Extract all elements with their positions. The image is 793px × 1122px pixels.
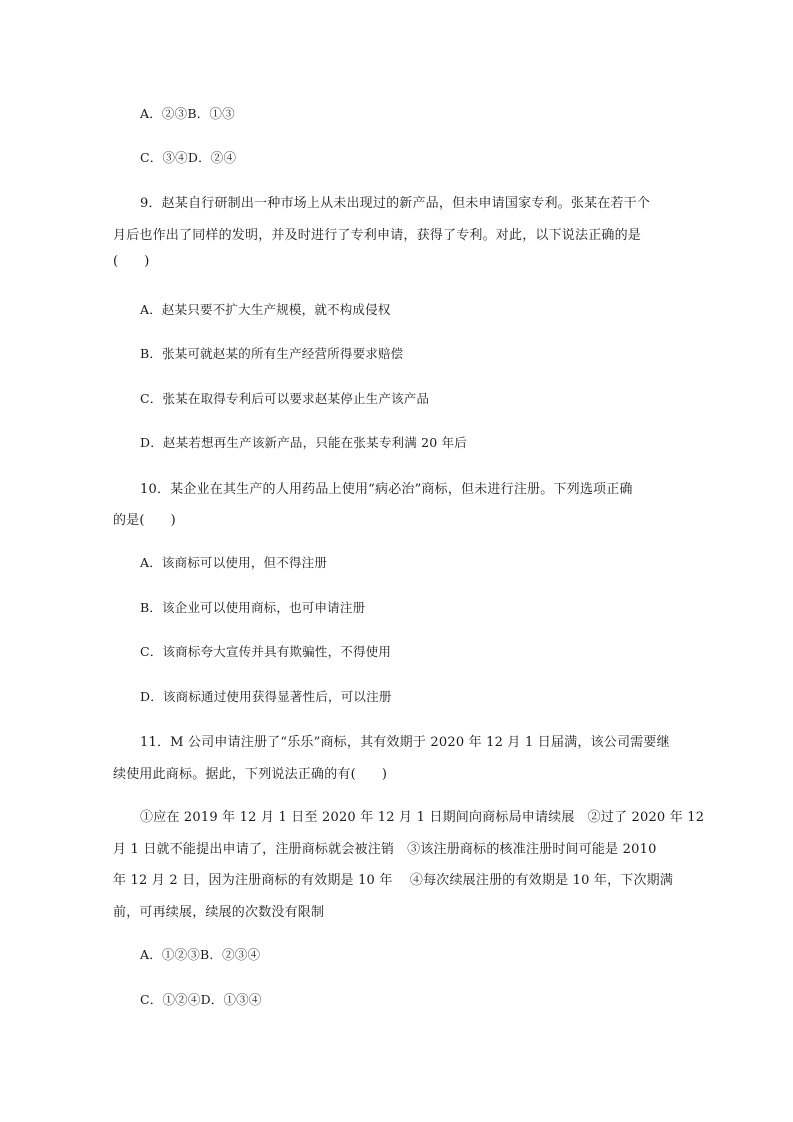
q8-options-cd: C．③④D．②④ (140, 150, 237, 165)
q11-statement-line-1: ①应在 2019 年 12 月 1 日至 2020 年 12 月 1 日期间向商标局申请续展 ②过了 2020 年 12 (140, 810, 705, 825)
q9-option-c: C．张某在取得专利后可以要求赵某停止生产该产品 (140, 391, 430, 406)
q11-statement-line-2: 月 1 日就不能提出申请了，注册商标就会被注销 ③该注册商标的核准注册时间可能是 2010 (113, 842, 657, 857)
q9-option-a: A．赵某只要不扩大生产规模，就不构成侵权 (140, 302, 391, 317)
q11-statement-line-4: 前，可再续展，续展的次数没有限制 (113, 905, 325, 920)
q9-stem-line-2: 月后也作出了同样的发明，并及时进行了专利申请，获得了专利。对此，以下说法正确的是 (113, 228, 642, 243)
q9-option-b: B．张某可就赵某的所有生产经营所得要求赔偿 (140, 346, 404, 361)
q11-statement-line-3: 年 12 月 2 日，因为注册商标的有效期是 10 年 ④每次续展注册的有效期是 10 年，下次期满 (113, 873, 674, 888)
q11-options-cd: C．①②④D．①③④ (140, 992, 262, 1007)
q11-stem-line-2: 续使用此商标。据此，下列说法正确的有( ) (113, 767, 388, 782)
q10-option-a: A．该商标可以使用，但不得注册 (140, 555, 328, 570)
q10-option-b: B．该企业可以使用商标，也可申请注册 (140, 600, 366, 615)
q8-options-ab: A．②③B．①③ (140, 106, 235, 121)
q10-stem-line-1: 10．某企业在其生产的人用药品上使用“病必治”商标，但未进行注册。下列选项正确 (140, 482, 633, 497)
q10-option-d: D．该商标通过使用获得显著性后，可以注册 (140, 689, 392, 704)
q9-stem-line-1: 9．赵某自行研制出一种市场上从未出现过的新产品，但未申请国家专利。张某在若干个 (140, 196, 651, 211)
q10-option-c: C．该商标夸大宣传并具有欺骗性，不得使用 (140, 644, 392, 659)
q11-stem-line-1: 11．M 公司申请注册了“乐乐”商标，其有效期于 2020 年 12 月 1 日届满，该公司需要继 (140, 735, 670, 750)
q11-options-ab: A．①②③B．②③④ (140, 947, 261, 962)
q9-stem-line-3: ( ) (113, 254, 150, 269)
q10-stem-line-2: 的是( ) (113, 513, 176, 528)
q9-option-d: D．赵某若想再生产该新产品，只能在张某专利满 20 年后 (140, 435, 467, 450)
